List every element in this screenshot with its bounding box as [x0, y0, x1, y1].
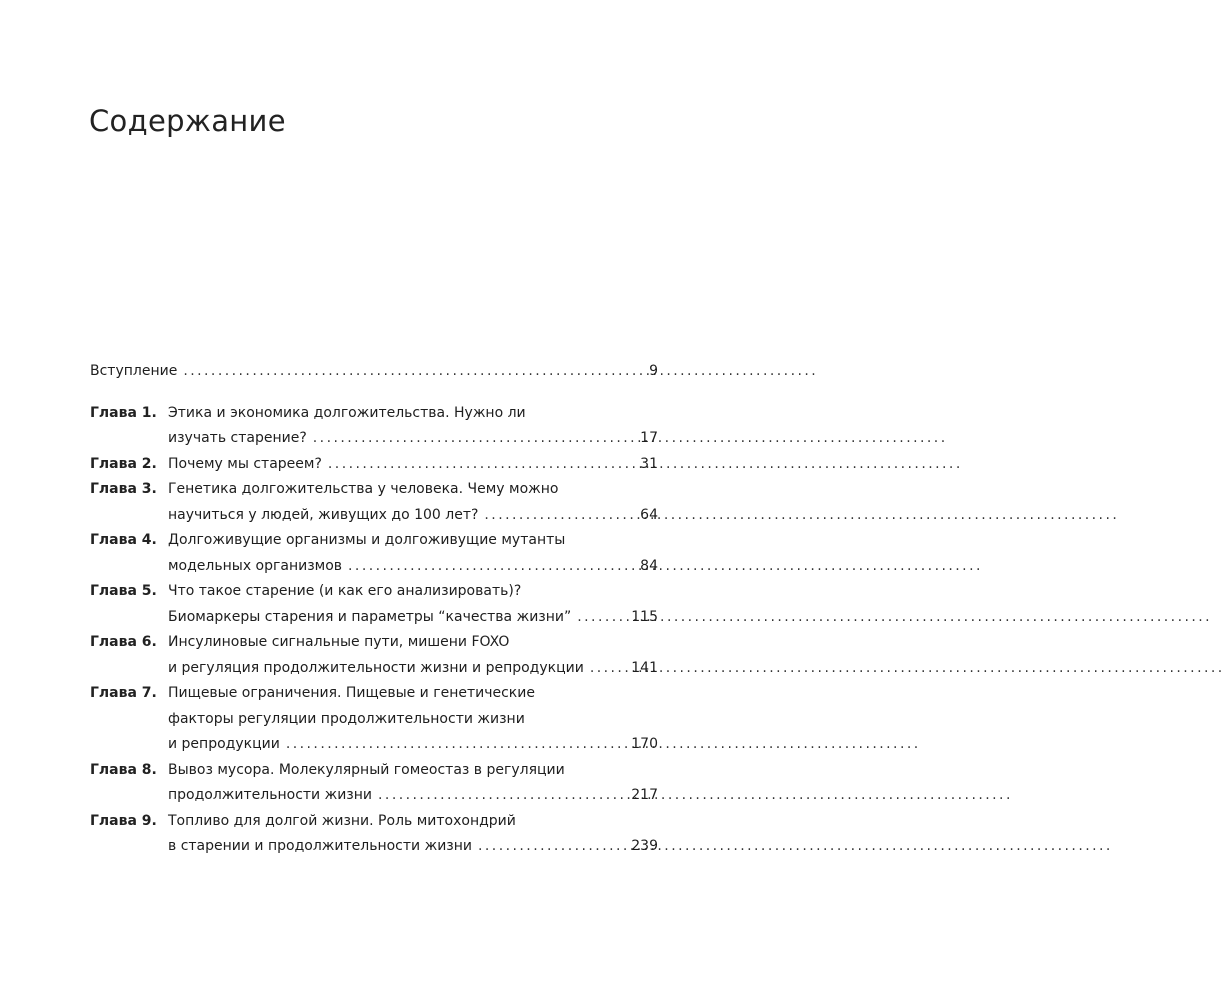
dot-leader — [348, 554, 637, 580]
toc-line — [90, 758, 658, 784]
toc-entry-intro[interactable] — [90, 359, 658, 385]
toc-page-number: 31 — [640, 455, 658, 472]
toc-page-number: 141 — [631, 659, 658, 676]
chapter-label: Глава 6. — [90, 634, 157, 650]
toc-chapter-4[interactable] — [90, 528, 658, 579]
chapter-label: Глава 4. — [90, 532, 157, 548]
toc-line — [90, 783, 658, 809]
chapter-label: Глава 2. — [90, 455, 157, 472]
chapter-title-line: Топливо для долгой жизни. Роль митохондрий — [168, 812, 516, 829]
toc-line — [90, 732, 658, 758]
toc-chapter-3[interactable] — [90, 477, 658, 528]
chapter-title-line: научиться у людей, живущих до 100 лет? — [168, 506, 479, 523]
dot-leader — [577, 605, 628, 631]
toc-chapter-2[interactable] — [90, 452, 658, 478]
chapter-list — [90, 401, 658, 860]
chapter-label: Глава 3. — [90, 481, 157, 497]
toc-chapter-8[interactable] — [90, 758, 658, 809]
toc-line — [90, 605, 658, 631]
toc-page-number: 239 — [631, 838, 658, 854]
toc-line — [90, 579, 658, 605]
toc-line — [90, 809, 658, 835]
toc-chapter-9[interactable] — [90, 809, 658, 860]
toc-page-number: 217 — [631, 787, 658, 803]
toc-line — [90, 554, 658, 580]
toc-line — [90, 452, 658, 478]
chapter-label: Глава 9. — [90, 812, 157, 829]
toc-chapter-7[interactable] — [90, 681, 658, 758]
toc-line — [90, 630, 658, 656]
toc-chapter-5[interactable] — [90, 579, 658, 630]
chapter-title-line: факторы регуляции продолжительности жизни — [168, 710, 525, 727]
toc-line — [90, 503, 658, 529]
toc-line — [90, 528, 658, 554]
chapter-title-line: Что такое старение (и как его анализировать)? — [168, 583, 522, 599]
dot-leader — [484, 503, 637, 529]
toc-line — [90, 707, 658, 733]
chapter-title-line: Пищевые ограничения. Пищевые и генетические — [168, 685, 535, 701]
toc-chapter-6[interactable] — [90, 630, 658, 681]
toc-page-number: 84 — [640, 557, 658, 574]
chapter-label: Глава 1. — [90, 404, 157, 421]
dot-leader — [328, 452, 637, 478]
chapter-label: Глава 8. — [90, 761, 157, 778]
dot-leader — [286, 732, 628, 758]
toc-page-number: 17 — [640, 430, 658, 446]
toc-line — [90, 834, 658, 860]
chapter-title-line: Инсулиновые сигнальные пути, мишени FOXO — [168, 634, 510, 650]
table-of-contents — [90, 359, 658, 860]
chapter-title-line: и регуляция продолжительности жизни и репродукции — [168, 659, 584, 676]
chapter-title-line: в старении и продолжительности жизни — [168, 838, 472, 854]
chapter-label: Глава 5. — [90, 583, 157, 599]
dot-leader — [378, 783, 628, 809]
toc-line — [90, 426, 658, 452]
toc-page-number: 9 — [649, 363, 658, 379]
chapter-title-line: продолжительности жизни — [168, 787, 373, 803]
toc-entry-title: Вступление — [90, 363, 178, 379]
dot-leader — [478, 834, 628, 860]
toc-line — [90, 681, 658, 707]
chapter-title-line: Биомаркеры старения и параметры “качества жизни” — [168, 608, 572, 625]
dot-leader — [183, 359, 639, 385]
chapter-title-line: Долгоживущие организмы и долгоживущие мутанты — [168, 532, 566, 548]
dot-leader — [313, 426, 637, 452]
chapter-label: Глава 7. — [90, 685, 157, 701]
toc-line — [90, 401, 658, 427]
page-title: Содержание — [89, 104, 286, 138]
chapter-title-line: Вывоз мусора. Молекулярный гомеостаз в регуляции — [168, 761, 565, 778]
chapter-title-line: и репродукции — [168, 736, 280, 752]
chapter-title-line: изучать старение? — [168, 430, 307, 446]
toc-chapter-1[interactable] — [90, 401, 658, 452]
toc-line — [90, 477, 658, 503]
chapter-title-line: Почему мы стареем? — [168, 455, 322, 472]
toc-line — [90, 656, 658, 682]
dot-leader — [590, 656, 628, 682]
toc-page-number: 115 — [631, 608, 658, 625]
toc-page-number: 170 — [631, 736, 658, 752]
chapter-title-line: Генетика долгожительства у человека. Чему можно — [168, 481, 559, 497]
toc-page-number: 64 — [640, 506, 658, 523]
chapter-title-line: Этика и экономика долгожительства. Нужно ли — [168, 404, 526, 421]
chapter-title-line: модельных организмов — [168, 557, 343, 574]
